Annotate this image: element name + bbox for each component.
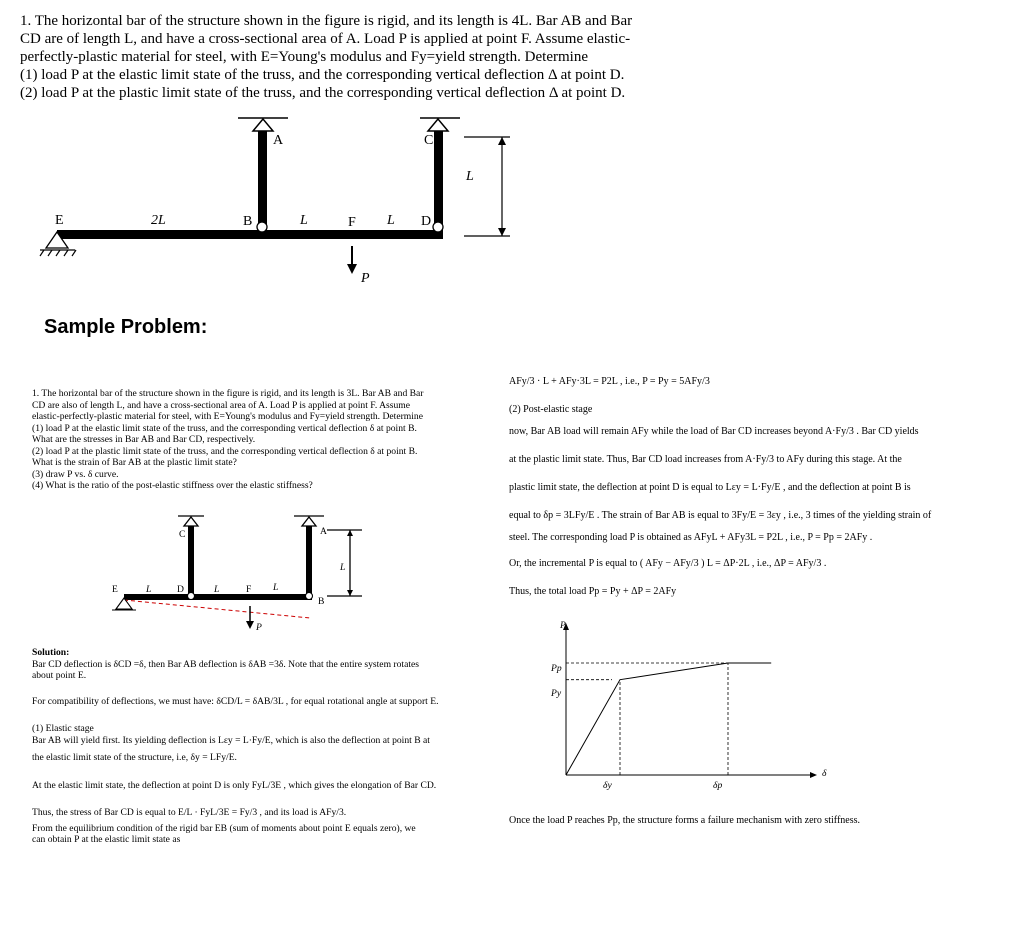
question-line: 1. The horizontal bar of the structure shown in the figure is rigid, and its length is 4L. Bar AB and Bar xyxy=(20,13,633,29)
question-line: (2) load P at the plastic limit state of the truss, and the corresponding vertical deflection Δ at point D. xyxy=(20,85,626,101)
graph-dp-label: δp xyxy=(713,780,723,791)
question-line: (1) load P at the elastic limit state of the truss, and the corresponding vertical deflection Δ at point D. xyxy=(20,67,625,83)
fig2-label-e: E xyxy=(112,584,118,595)
bar-cd xyxy=(434,131,443,232)
solution-line: (1) Elastic stage xyxy=(32,723,94,734)
fig2-label-d: D xyxy=(177,584,184,595)
pin-d xyxy=(433,222,443,232)
label-a: A xyxy=(273,133,284,148)
graph-y-label: P xyxy=(560,620,566,631)
fig2-label-l1: L xyxy=(146,584,152,595)
sample-line: (2) load P at the plastic limit state of the truss, and the corresponding vertical deflection δ at point B. xyxy=(32,445,418,457)
solution-line: Bar CD deflection is δCD =δ, then Bar AB deflection is δAB =3δ. Note that the entire system rotates xyxy=(32,658,419,670)
rigid-bar xyxy=(57,230,443,239)
question-line: CD are of length L, and have a cross-sectional area of A. Load P is applied at point F. Assume elastic- xyxy=(20,31,631,47)
question-text xyxy=(20,12,670,102)
sample-problem-heading: Sample Problem: xyxy=(44,316,208,338)
sample-line: CD are also of length L, and have a cross-sectional area of A. Load P is applied at point F. Assume xyxy=(32,399,411,411)
fig2-label-f: F xyxy=(246,584,252,595)
label-p: P xyxy=(361,271,370,286)
bar-ab-2 xyxy=(306,526,312,596)
structure-figure-2 xyxy=(100,510,370,635)
structure-figure-1 xyxy=(0,100,600,300)
solution-line: At the elastic limit state, the deflection at point D is only FyL/3E , which gives the elongation of Bar CD. xyxy=(32,779,437,791)
fig2-label-b: B xyxy=(318,596,325,607)
sample-line: (4) What is the ratio of the post-elastic stiffness over the elastic stiffness? xyxy=(32,480,313,491)
label-b: B xyxy=(243,214,253,229)
right-line: plastic limit state, the deflection at point D is equal to Lεy = L·Fy/E , and the deflection at point B is xyxy=(509,482,911,493)
solution-line: can obtain P at the elastic limit state as xyxy=(32,834,181,845)
graph-x-label: δ xyxy=(822,768,827,779)
label-c: C xyxy=(424,133,434,148)
solution-heading: Solution: xyxy=(32,647,70,658)
label-e: E xyxy=(55,213,64,228)
sample-problem-text xyxy=(32,388,472,492)
right-line: (2) Post-elastic stage xyxy=(509,404,593,415)
solution-line: Thus, the stress of Bar CD is equal to E/L · FyL/3E = Fy/3 , and its load is AFy/3. xyxy=(32,807,347,818)
pin-support-a xyxy=(253,119,273,131)
label-2l: 2L xyxy=(151,213,166,228)
x-axis-arrow xyxy=(810,772,817,778)
solution-line: about point E. xyxy=(32,670,87,681)
solution-line: the elastic limit state of the structure, i.e, δy = LFy/E. xyxy=(32,752,237,763)
fig2-label-dim: L xyxy=(340,562,346,573)
fig2-label-l2: L xyxy=(214,584,220,595)
label-dim-l: L xyxy=(466,169,474,184)
p-delta-graph xyxy=(520,615,840,795)
fig2-label-l3: L xyxy=(273,582,279,593)
question-line: perfectly-plastic material for steel, with E=Young's modulus and Fy=yield strength. Determine xyxy=(20,49,588,65)
closing-statement: Once the load P reaches Pp, the structure forms a failure mechanism with zero stiffness. xyxy=(509,815,861,826)
fig2-label-p: P xyxy=(256,622,262,633)
solution-text xyxy=(32,647,472,846)
bar-ab xyxy=(258,131,267,232)
label-f: F xyxy=(348,215,356,230)
sample-line: elastic-perfectly-plastic material for steel, with E=Young's modulus and Fy=yield strength. Determine xyxy=(32,411,423,422)
label-l-fd: L xyxy=(387,213,395,228)
fig2-label-c: C xyxy=(179,529,186,540)
sample-line: What are the stresses in Bar AB and Bar CD, respectively. xyxy=(32,434,256,445)
sample-line: 1. The horizontal bar of the structure shown in the figure is rigid, and its length is 3L. Bar AB and Bar xyxy=(32,388,424,399)
sample-line: (3) draw P vs. δ curve. xyxy=(32,468,119,480)
right-line: steel. The corresponding load P is obtained as AFyL + AFy3L = P2L , i.e., P = Pp = 2AFy . xyxy=(509,532,873,543)
right-line: AFy/3 · L + AFy·3L = P2L , i.e., P = Py = 5AFy/3 xyxy=(509,376,710,387)
sample-line: (1) load P at the elastic limit state of the truss, and the corresponding vertical deflection δ at point B. xyxy=(32,422,417,434)
graph-dy-label: δy xyxy=(603,780,612,791)
right-line: at the plastic limit state. Thus, Bar CD load increases from A·Fy/3 to AFy during this stage. At the xyxy=(509,454,902,465)
right-column-text xyxy=(509,376,979,598)
pin-d2 xyxy=(188,593,195,600)
pin-b2 xyxy=(306,593,313,600)
graph-py-label: Py xyxy=(551,688,562,699)
fig2-label-a: A xyxy=(320,526,327,537)
solution-line: For compatibility of deflections, we must have: δCD/L = δAB/3L , for equal rotational angle at support E. xyxy=(32,695,439,707)
load-arrow-head xyxy=(347,264,357,274)
solution-line: Bar AB will yield first. Its yielding deflection is Lεy = L·Fy/E, which is also the deflection at point B at xyxy=(32,734,430,746)
pin-support-a2 xyxy=(302,517,316,526)
graph-pp-label: Pp xyxy=(551,663,562,674)
bar-cd-2 xyxy=(188,526,194,596)
right-line: now, Bar AB load will remain AFy while the load of Bar CD increases beyond A·Fy/3 . Bar CD yields xyxy=(509,426,919,437)
pin-support-c xyxy=(428,119,448,131)
pin-support-c2 xyxy=(184,517,198,526)
sample-line: What is the strain of Bar AB at the plastic limit state? xyxy=(32,457,237,468)
solution-line: From the equilibrium condition of the rigid bar EB (sum of moments about point E equals zero), we xyxy=(32,822,416,834)
right-line: Thus, the total load Pp = Py + ΔP = 2AFy xyxy=(509,586,677,597)
label-d: D xyxy=(421,214,432,229)
right-line: Or, the incremental P is equal to ( AFy − AFy/3 ) L = ΔP·2L , i.e., ΔP = AFy/3 . xyxy=(509,558,827,569)
label-l-bf: L xyxy=(300,213,308,228)
pin-b xyxy=(257,222,267,232)
load-arrow-head-2 xyxy=(246,621,254,629)
deflected-shape-line xyxy=(124,600,310,618)
right-line: equal to δp = 3LFy/E . The strain of Bar AB is equal to 3Fy/E = 3εy , i.e., 3 times of the yielding strain of xyxy=(509,510,932,521)
